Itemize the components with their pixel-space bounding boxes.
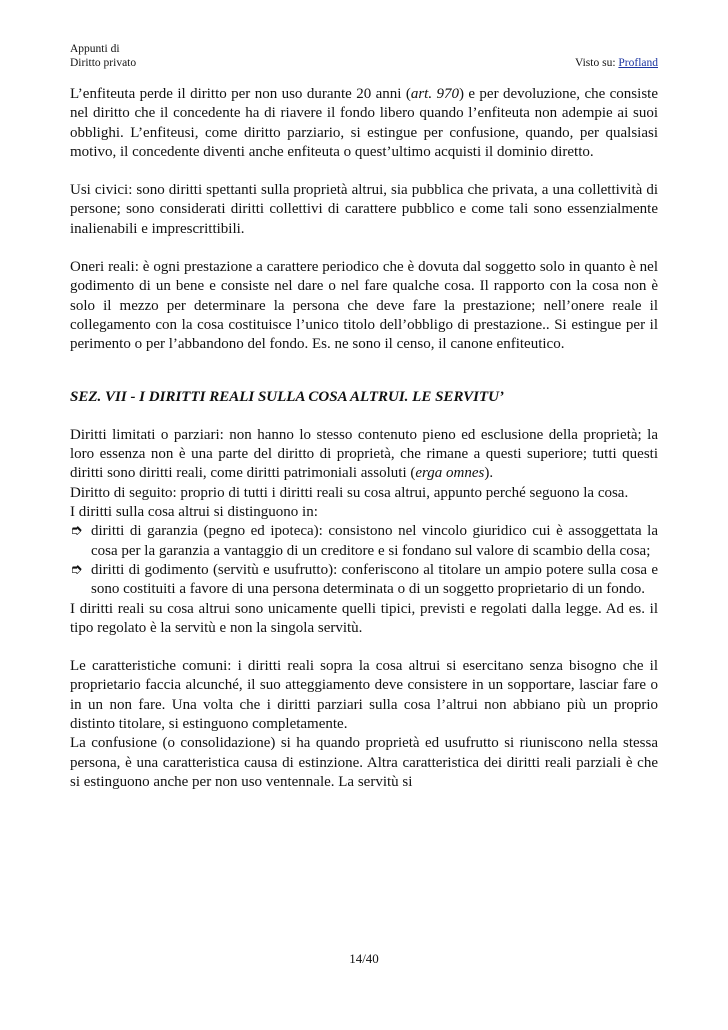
text-run: L’enfiteuta perde il diritto per non uso durante 20 anni (	[70, 86, 411, 102]
paragraph-enfiteusi	[70, 85, 658, 162]
paragraph-diritto-seguito: Diritto di seguito: proprio di tutti i diritti reali su cosa altrui, appunto perché seguono la cosa.	[70, 484, 629, 501]
paragraph-usi-civici: Usi civici: sono diritti spettanti sulla proprietà altrui, sia pubblica che privata, a una collettività di persone; sono considerati diritti collettivi di carattere pubblico e come tali sono essenzialmente inalienabili e imprescrittibili.	[70, 182, 658, 237]
bullet-text: diritti di godimento (servitù e usufrutto): conferiscono al titolare un ampio potere sulla cosa e sono costituiti a favore di una persona determinata o di un soggetto proprietario di un fondo.	[91, 561, 658, 598]
document-page	[70, 42, 658, 792]
paragraph-confusione: La confusione (o consolidazione) si ha quando proprietà ed usufrutto si riuniscono nella stessa persona, è una caratteristica causa di estinzione. Altra caratteristica dei diritti reali parziali è che si estinguono anche per non uso ventennale. La servitù si	[70, 735, 658, 790]
list-item	[70, 561, 658, 600]
page-number: 14/40	[349, 951, 379, 966]
list-item	[70, 522, 658, 561]
text-run: ) e per devoluzione, che consiste nel diritto che il concedente ha di riavere il fondo libero quando l’enfiteuta non adempie ai suoi obblighi. L’enfiteusi, come diritto parziario, si estingue per confusione, quando, per qualsiasi motivo, il concedente diventi anche enfiteuta o quest’ultimo acquisti il dominio diretto.	[70, 86, 658, 160]
bullet-text: diritti di garanzia (pegno ed ipoteca): consistono nel vincolo giuridico cui è assoggettata la cosa per la garanzia a vantaggio di un creditore e si fondano sul valore di scambio della cosa;	[91, 523, 658, 559]
arrow-bullet-icon: ➮	[70, 523, 83, 540]
paragraph-tipicita: I diritti reali su cosa altrui sono unicamente quelli tipici, previsti e regolati dalla legge. Ad es. il tipo regolato è la servitù e non la singola servitù.	[70, 600, 658, 636]
text-run: Diritti limitati o parziari: non hanno lo stesso contenuto pieno ed esclusione della proprietà; la loro essenza non è una parte del diritto di proprietà, che rimane a questi superiore; tutti questi diritti sono diritti reali, come diritti patrimoniali assoluti (	[70, 426, 658, 482]
document-body	[70, 85, 658, 792]
text-run: ).	[484, 465, 494, 482]
arrow-bullet-icon: ➮	[70, 561, 83, 578]
paragraph-diritti-limitati	[70, 426, 658, 484]
profland-link[interactable]: Profland	[618, 57, 658, 69]
section-heading: SEZ. VII - I DIRITTI REALI SULLA COSA ALTRUI. LE SERVITU’	[70, 388, 505, 405]
latin-term: erga omnes	[415, 465, 485, 482]
header-line-1: Appunti di	[70, 43, 120, 55]
visto-label: Visto su:	[574, 57, 616, 69]
article-ref: art. 970	[410, 86, 459, 102]
header-line-2: Diritto privato	[70, 57, 137, 69]
paragraph-oneri-reali: Oneri reali: è ogni prestazione a carattere periodico che è dovuta dal soggetto solo in quanto è nel godimento di un bene e consiste nel dare o nel fare qualche cosa. Il rapporto con la cosa non è solo il mezzo per determinare la persona che deve fare la prestazione; nell’onere reale il collegamento con la cosa costituisce l’unico titolo dell’obbligo di prestazione.. Si estingue per il perimento o per l’abbandono del fondo. Es. ne sono il censo, il canone enfiteutico.	[70, 259, 658, 353]
paragraph-caratteristiche: Le caratteristiche comuni: i diritti reali sopra la cosa altrui si esercitano senza bisogno che il proprietario faccia alcunché, il suo atteggiamento deve consistere in un sopportare, lasciar fare o in un non fare. Una volta che i diritti parziari sulla cosa l’altrui non abbiano più un proprio distinto titolare, si estinguono completamente.	[70, 658, 658, 733]
header-source	[575, 56, 658, 70]
paragraph-distinzione: I diritti sulla cosa altrui si distinguono in:	[70, 504, 318, 521]
page-header	[70, 42, 658, 72]
